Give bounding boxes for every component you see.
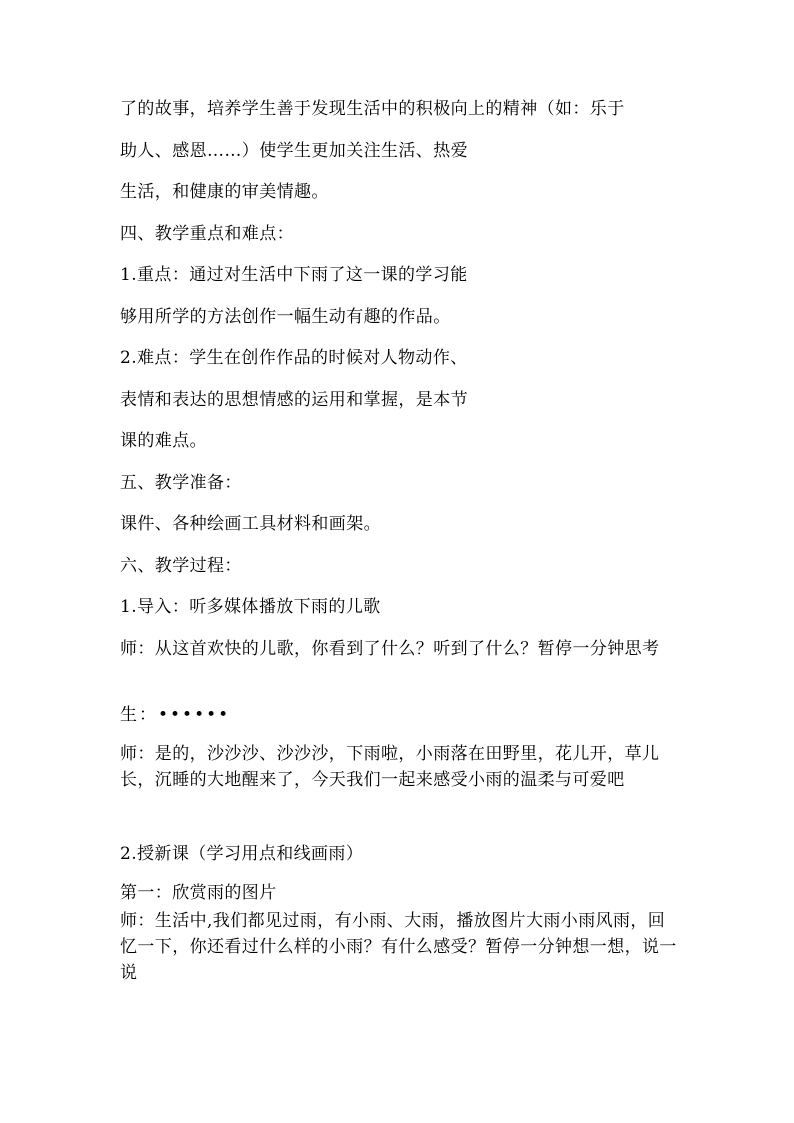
paragraph-text: 生：••••••	[120, 705, 231, 725]
paragraph-text: 1.导入：听多媒体播放下雨的儿歌	[120, 597, 381, 617]
paragraph-text: 师：是的，沙沙沙、沙沙沙，下雨啦，小雨落在田野里，花儿开，草儿长，沉睡的大地醒来了，今天我们一起来感受小雨的温柔与可爱吧	[120, 744, 660, 790]
paragraph-text: 生活，和健康的审美情趣。	[120, 182, 329, 202]
paragraph-text: 2.授新课（学习用点和线画雨）	[120, 844, 364, 864]
paragraph-text: 2.难点：学生在创作作品的时候对人物动作、	[120, 348, 468, 368]
paragraph-text: 课件、各种绘画工具材料和画架。	[120, 514, 381, 534]
paragraph-text: 师：从这首欢快的儿歌，你看到了什么？听到了什么？暂停一分钟思考	[120, 639, 660, 659]
paragraph-text: 第一：欣赏雨的图片	[120, 883, 277, 903]
section-heading: 四、教学重点和难点：	[120, 224, 294, 244]
paragraph-text: 师：生活中,我们都见过雨，有小雨、大雨，播放图片大雨小雨风雨，回忆一下，你还看过什么样的小雨？有什么感受？暂停一分钟想一想，说一说	[120, 911, 677, 983]
paragraph-text: 课的难点。	[120, 431, 207, 451]
section-heading: 六、教学过程：	[120, 556, 242, 576]
paragraph-text: 助人、感恩……）使学生更加关注生活、热爱	[120, 141, 468, 161]
section-heading: 五、教学准备：	[120, 473, 242, 493]
paragraph-text: 够用所学的方法创作一幅生动有趣的作品。	[120, 307, 451, 327]
paragraph-text: 表情和表达的思想情感的运用和掌握，是本节	[120, 390, 468, 410]
paragraph-text: 1.重点：通过对生活中下雨了这一课的学习能	[120, 265, 468, 285]
paragraph-text: 了的故事，培养学生善于发现生活中的积极向上的精神（如：乐于	[120, 99, 625, 119]
